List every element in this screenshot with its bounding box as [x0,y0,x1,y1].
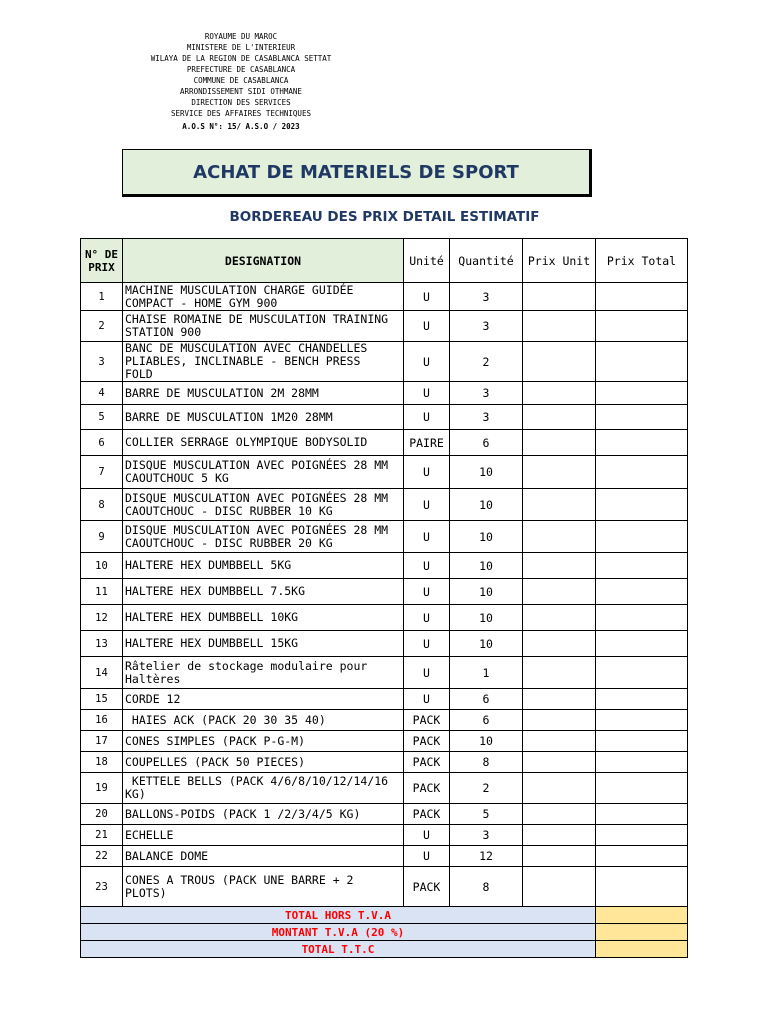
row-prix-unit [523,710,596,731]
row-designation [123,489,404,521]
col-header-num [81,239,123,283]
designation-line: MACHINE MUSCULATION CHARGE GUIDÉE [125,282,354,297]
row-designation [123,657,404,689]
row-prix-total [596,846,688,867]
row-unite: U [404,579,450,605]
row-prix-unit [523,867,596,907]
row-prix-unit [523,773,596,804]
table-row [81,773,688,804]
row-prix-unit [523,489,596,521]
row-designation [123,283,404,311]
table-row [81,456,688,489]
table-row [81,867,688,907]
table-row [81,731,688,752]
row-prix-total [596,752,688,773]
row-designation [123,311,404,342]
designation-line: HALTERE HEX DUMBBELL 10KG [125,610,299,624]
row-designation [123,867,404,907]
row-prix-unit [523,579,596,605]
row-unite: PACK [404,867,450,907]
row-quantite: 3 [450,405,523,430]
row-prix-unit [523,752,596,773]
row-quantite: 1 [450,657,523,689]
row-number: 9 [81,521,123,553]
row-number: 1 [81,283,123,311]
row-prix-total [596,456,688,489]
row-unite: U [404,689,450,710]
row-prix-unit [523,631,596,657]
total-ht-label: TOTAL HORS T.V.A [81,907,596,924]
designation-line: PLIABLES, INCLINABLE - BENCH PRESS [125,354,361,368]
row-unite: U [404,553,450,579]
row-unite: U [404,657,450,689]
row-number: 4 [81,382,123,405]
col-header-num-line1: N° DE [84,247,119,261]
row-unite: U [404,405,450,430]
price-table [80,238,688,958]
designation-line: CAOUTCHOUC - DISC RUBBER 10 KG [125,503,333,518]
designation-line: BARRE DE MUSCULATION 1M20 28MM [125,409,333,424]
designation-line: CONES SIMPLES (PACK P-G-M) [125,733,306,748]
row-number: 3 [81,342,123,382]
designation-line: CHAISE ROMAINE DE MUSCULATION TRAINING [125,312,389,326]
row-number: 7 [81,456,123,489]
row-designation [123,405,404,430]
row-quantite: 10 [450,553,523,579]
row-prix-unit [523,605,596,631]
row-designation [123,553,404,579]
row-designation [123,382,404,405]
row-designation [123,456,404,489]
row-unite: U [404,311,450,342]
row-designation [123,846,404,867]
designation-line: KETTELE BELLS (PACK 4/6/8/10/12/14/16 [125,774,389,788]
row-prix-unit [523,804,596,825]
row-prix-total [596,579,688,605]
row-number: 6 [81,430,123,456]
document-subtitle: BORDEREAU DES PRIX DETAIL ESTIMATIF [229,209,540,225]
designation-line: DISQUE MUSCULATION AVEC POIGNÉES 28 MM [125,490,389,505]
row-quantite: 6 [450,710,523,731]
row-prix-total [596,430,688,456]
designation-line: CONES A TROUS (PACK UNE BARRE + 2 [125,872,354,887]
table-row [81,605,688,631]
row-number: 5 [81,405,123,430]
row-unite: U [404,825,450,846]
table-row [81,521,688,553]
designation-line: HAIES ACK (PACK 20 30 35 40) [125,712,326,727]
total-ttc-value [596,941,688,958]
header-line: ROYAUME DU MAROC [204,32,278,41]
row-prix-total [596,489,688,521]
row-designation [123,342,404,382]
row-unite: PACK [404,752,450,773]
row-designation [123,731,404,752]
designation-line: COLLIER SERRAGE OLYMPIQUE BODYSOLID [125,435,368,449]
row-designation [123,631,404,657]
row-quantite: 10 [450,605,523,631]
total-ht-value [596,907,688,924]
designation-line: PLOTS) [125,885,167,900]
row-number: 19 [81,773,123,804]
header-line: WILAYA DE LA REGION DE CASABLANCA SETTAT [150,54,332,63]
table-row [81,489,688,521]
row-number: 17 [81,731,123,752]
table-row [81,710,688,731]
row-designation [123,689,404,710]
col-header-unite: Unité [404,239,450,283]
row-unite: U [404,521,450,553]
row-quantite: 6 [450,430,523,456]
table-row [81,382,688,405]
row-quantite: 10 [450,731,523,752]
row-quantite: 10 [450,579,523,605]
designation-line: HALTERE HEX DUMBBELL 7.5KG [125,584,306,598]
designation-line: DISQUE MUSCULATION AVEC POIGNÉES 28 MM [125,522,389,537]
designation-line: STATION 900 [125,325,202,339]
table-row [81,579,688,605]
row-number: 8 [81,489,123,521]
row-prix-total [596,657,688,689]
row-number: 16 [81,710,123,731]
administrative-header [141,31,341,132]
row-unite: PACK [404,710,450,731]
row-unite: U [404,342,450,382]
row-number: 23 [81,867,123,907]
row-number: 11 [81,579,123,605]
designation-line: BARRE DE MUSCULATION 2M 28MM [125,385,319,400]
row-prix-total [596,710,688,731]
table-row [81,430,688,456]
row-number: 13 [81,631,123,657]
row-quantite: 6 [450,689,523,710]
row-number: 10 [81,553,123,579]
designation-line: BALANCE DOME [125,848,209,863]
row-prix-unit [523,689,596,710]
col-header-prix-total: Prix Total [596,239,688,283]
row-quantite: 3 [450,283,523,311]
row-unite: U [404,489,450,521]
designation-line: COMPACT - HOME GYM 900 [125,295,278,310]
row-quantite: 3 [450,311,523,342]
designation-line: HALTERE HEX DUMBBELL 5KG [125,558,292,572]
row-prix-unit [523,657,596,689]
row-prix-total [596,405,688,430]
row-quantite: 3 [450,825,523,846]
row-prix-unit [523,731,596,752]
row-prix-total [596,867,688,907]
row-number: 18 [81,752,123,773]
header-line: SERVICE DES AFFAIRES TECHNIQUES [171,109,311,118]
total-row [81,941,688,958]
designation-line: Haltères [125,671,181,686]
document-title: ACHAT DE MATERIELS DE SPORT [193,161,519,183]
row-prix-total [596,553,688,579]
row-prix-unit [523,825,596,846]
row-prix-unit [523,430,596,456]
tva-label: MONTANT T.V.A (20 %) [81,924,596,941]
table-row [81,657,688,689]
col-header-prix-unit: Prix Unit [523,239,596,283]
row-unite: U [404,382,450,405]
row-prix-total [596,825,688,846]
row-designation [123,579,404,605]
header-line: COMMUNE DE CASABLANCA [193,76,289,85]
designation-line: ECHELLE [125,827,174,842]
row-prix-unit [523,456,596,489]
row-quantite: 3 [450,382,523,405]
row-designation [123,752,404,773]
row-number: 22 [81,846,123,867]
row-unite: U [404,631,450,657]
row-prix-total [596,521,688,553]
row-quantite: 10 [450,631,523,657]
designation-line: CORDE 12 [125,691,181,706]
row-unite: PACK [404,731,450,752]
designation-line: Râtelier de stockage modulaire pour [125,658,368,673]
row-prix-total [596,382,688,405]
document-title-box [122,149,592,197]
row-number: 12 [81,605,123,631]
header-line: DIRECTION DES SERVICES [191,98,291,107]
table-row [81,342,688,382]
row-prix-total [596,804,688,825]
row-quantite: 12 [450,846,523,867]
designation-line: FOLD [125,367,153,381]
designation-line: HALTERE HEX DUMBBELL 15KG [125,636,299,650]
row-number: 21 [81,825,123,846]
row-unite: U [404,605,450,631]
row-designation [123,605,404,631]
row-unite: U [404,846,450,867]
row-unite: PACK [404,804,450,825]
row-unite: U [404,283,450,311]
row-prix-unit [523,846,596,867]
designation-line: BALLONS-POIDS (PACK 1 /2/3/4/5 KG) [125,806,361,821]
row-prix-total [596,311,688,342]
row-quantite: 10 [450,456,523,489]
row-designation [123,804,404,825]
row-unite: PACK [404,773,450,804]
row-quantite: 10 [450,521,523,553]
row-quantite: 2 [450,342,523,382]
row-number: 2 [81,311,123,342]
total-row [81,907,688,924]
row-prix-unit [523,311,596,342]
row-prix-total [596,342,688,382]
designation-line: CAOUTCHOUC 5 KG [125,471,229,485]
table-row [81,846,688,867]
row-prix-total [596,605,688,631]
row-prix-total [596,689,688,710]
table-row [81,689,688,710]
row-number: 14 [81,657,123,689]
row-prix-unit [523,521,596,553]
designation-line: BANC DE MUSCULATION AVEC CHANDELLES [125,341,368,355]
row-prix-unit [523,342,596,382]
designation-line: DISQUE MUSCULATION AVEC POIGNÉES 28 MM [125,458,389,472]
row-prix-unit [523,553,596,579]
col-header-designation: DESIGNATION [123,239,404,283]
col-header-quantite: Quantité [450,239,523,283]
row-number: 20 [81,804,123,825]
row-prix-unit [523,283,596,311]
total-row [81,924,688,941]
table-row [81,825,688,846]
designation-line: KG) [125,787,146,801]
row-quantite: 8 [450,867,523,907]
tva-value [596,924,688,941]
tender-reference: A.O.S N°: 15/ A.S.O / 2023 [182,122,300,131]
row-prix-total [596,773,688,804]
row-designation [123,430,404,456]
row-quantite: 10 [450,489,523,521]
row-prix-total [596,731,688,752]
row-prix-total [596,283,688,311]
row-designation [123,521,404,553]
row-unite: U [404,456,450,489]
row-prix-unit [523,382,596,405]
header-line: ARRONDISSEMENT SIDI OTHMANE [180,87,302,96]
designation-line: COUPELLES (PACK 50 PIECES) [125,754,306,769]
table-row [81,631,688,657]
row-prix-unit [523,405,596,430]
table-header-row [81,239,688,283]
table-row [81,311,688,342]
row-prix-total [596,631,688,657]
row-unite: PAIRE [404,430,450,456]
header-line: MINISTERE DE L'INTERIEUR [186,43,296,52]
table-row [81,752,688,773]
table-row [81,283,688,311]
col-header-num-line2: PRIX [88,260,115,274]
row-quantite: 5 [450,804,523,825]
row-number: 15 [81,689,123,710]
row-designation [123,773,404,804]
row-designation [123,710,404,731]
table-row [81,553,688,579]
table-row [81,804,688,825]
row-quantite: 8 [450,752,523,773]
designation-line: CAOUTCHOUC - DISC RUBBER 20 KG [125,535,333,550]
total-ttc-label: TOTAL T.T.C [81,941,596,958]
table-row [81,405,688,430]
header-line: PREFECTURE DE CASABLANCA [186,65,296,74]
row-designation [123,825,404,846]
row-quantite: 2 [450,773,523,804]
